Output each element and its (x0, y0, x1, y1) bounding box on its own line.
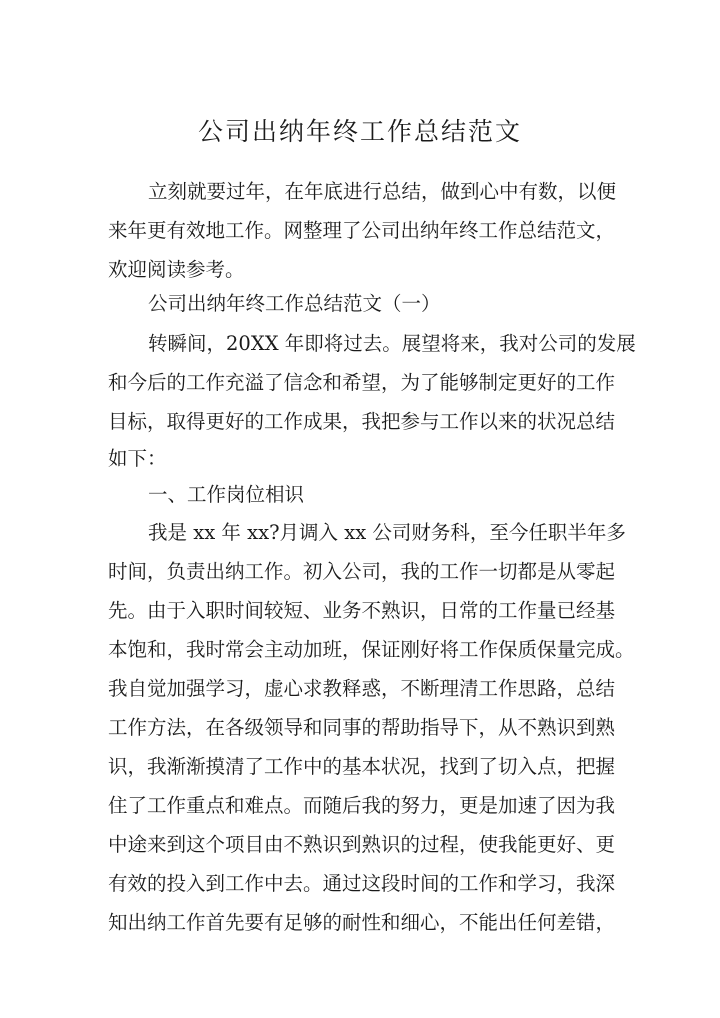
paragraph-line: 识，我渐渐摸清了工作中的基本状况，找到了切入点，把握 (108, 755, 616, 778)
paragraph-line: 知出纳工作首先要有足够的耐性和细心，不能出任何差错， (108, 911, 616, 934)
paragraph-line: 来年更有效地工作。网整理了公司出纳年终工作总结范文， (108, 219, 616, 242)
paragraph-line: 住了工作重点和难点。而随后我的努力，更是加速了因为我 (108, 794, 616, 817)
paragraph-line: 工作方法，在各级领导和同事的帮助指导下，从不熟识到熟 (108, 716, 616, 739)
paragraph-line: 立刻就要过年，在年底进行总结，做到心中有数，以便 (148, 180, 617, 203)
paragraph-line: 如下： (108, 447, 167, 470)
section-heading: 公司出纳年终工作总结范文（一） (148, 292, 441, 315)
paragraph-line: 时间，负责出纳工作。初入公司，我的工作一切都是从零起 (108, 560, 616, 583)
subsection-heading: 一、工作岗位相识 (148, 483, 305, 506)
paragraph-line: 先。由于入职时间较短、业务不熟识，日常的工作量已经基 (108, 599, 616, 622)
paragraph-line: 目标，取得更好的工作成果，我把参与工作以来的状况总结 (108, 410, 616, 433)
paragraph-line: 中途来到这个项目由不熟识到熟识的过程，使我能更好、更 (108, 833, 616, 856)
paragraph-line: 和今后的工作充溢了信念和希望，为了能够制定更好的工作 (108, 371, 616, 394)
paragraph-line: 本饱和，我时常会主动加班，保证刚好将工作保质保量完成。 (108, 638, 635, 661)
paragraph-line: 我自觉加强学习，虚心求教释惑，不断理清工作思路，总结 (108, 677, 616, 700)
paragraph-line: 欢迎阅读参考。 (108, 258, 245, 281)
document-title: 公司出纳年终工作总结范文 (197, 117, 522, 146)
paragraph-line: 我是 xx 年 xx?月调入 xx 公司财务科，至今任职半年多 (148, 521, 626, 544)
paragraph-line: 转瞬间，20XX 年即将过去。展望将来，我对公司的发展 (148, 332, 636, 355)
paragraph-line: 有效的投入到工作中去。通过这段时间的工作和学习，我深 (108, 872, 616, 895)
